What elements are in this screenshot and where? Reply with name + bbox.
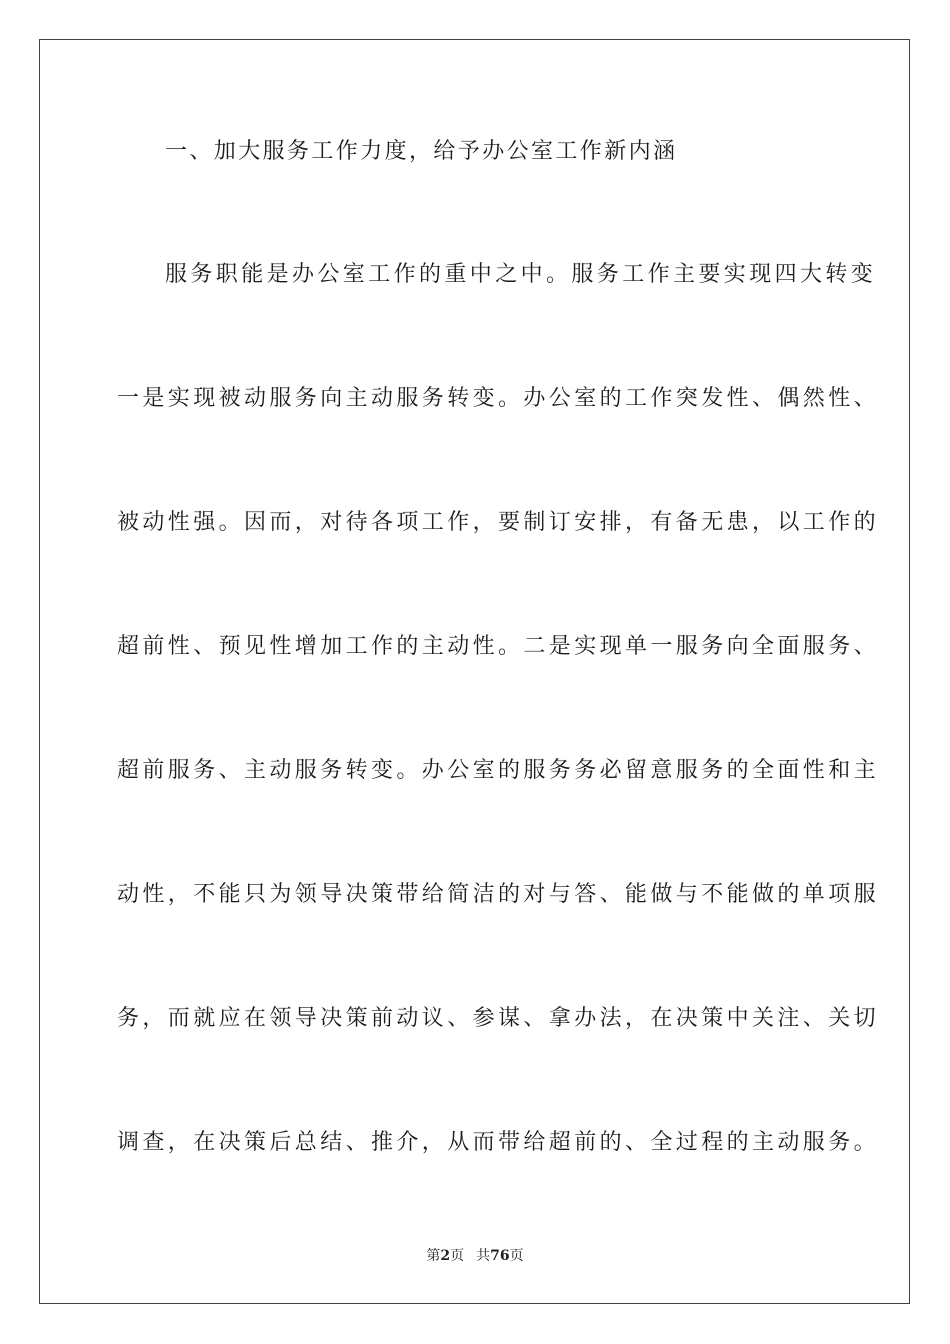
paragraph-line-6: 动性，不能只为领导决策带给简洁的对与答、能做与不能做的单项服 [117, 882, 880, 907]
page-prefix: 第 [426, 1248, 441, 1264]
page-border [39, 39, 910, 1304]
paragraph-line-8: 调查，在决策后总结、推介，从而带给超前的、全过程的主动服务。 [117, 1130, 880, 1155]
paragraph-line-7: 务，而就应在领导决策前动议、参谋、拿办法，在决策中关注、关切 [117, 1006, 880, 1031]
paragraph-line-5: 超前服务、主动服务转变。办公室的服务务必留意服务的全面性和主 [117, 758, 880, 783]
page-number: 2 [440, 1248, 451, 1264]
section-heading: 一、加大服务工作力度，给予办公室工作新内涵 [165, 139, 678, 164]
paragraph-line-1: 服务职能是办公室工作的重中之中。服务工作主要实现四大转变 [165, 262, 877, 287]
paragraph-line-4: 超前性、预见性增加工作的主动性。二是实现单一服务向全面服务、 [117, 634, 880, 659]
paragraph-line-3: 被动性强。因而，对待各项工作，要制订安排，有备无患，以工作的 [117, 510, 880, 535]
page-footer [0, 1247, 950, 1265]
total-pages: 76 [490, 1248, 510, 1264]
total-prefix: 共 [476, 1248, 491, 1264]
total-suffix: 页 [509, 1248, 524, 1264]
page-suffix: 页 [450, 1248, 465, 1264]
paragraph-line-2: 一是实现被动服务向主动服务转变。办公室的工作突发性、偶然性、 [117, 386, 880, 411]
